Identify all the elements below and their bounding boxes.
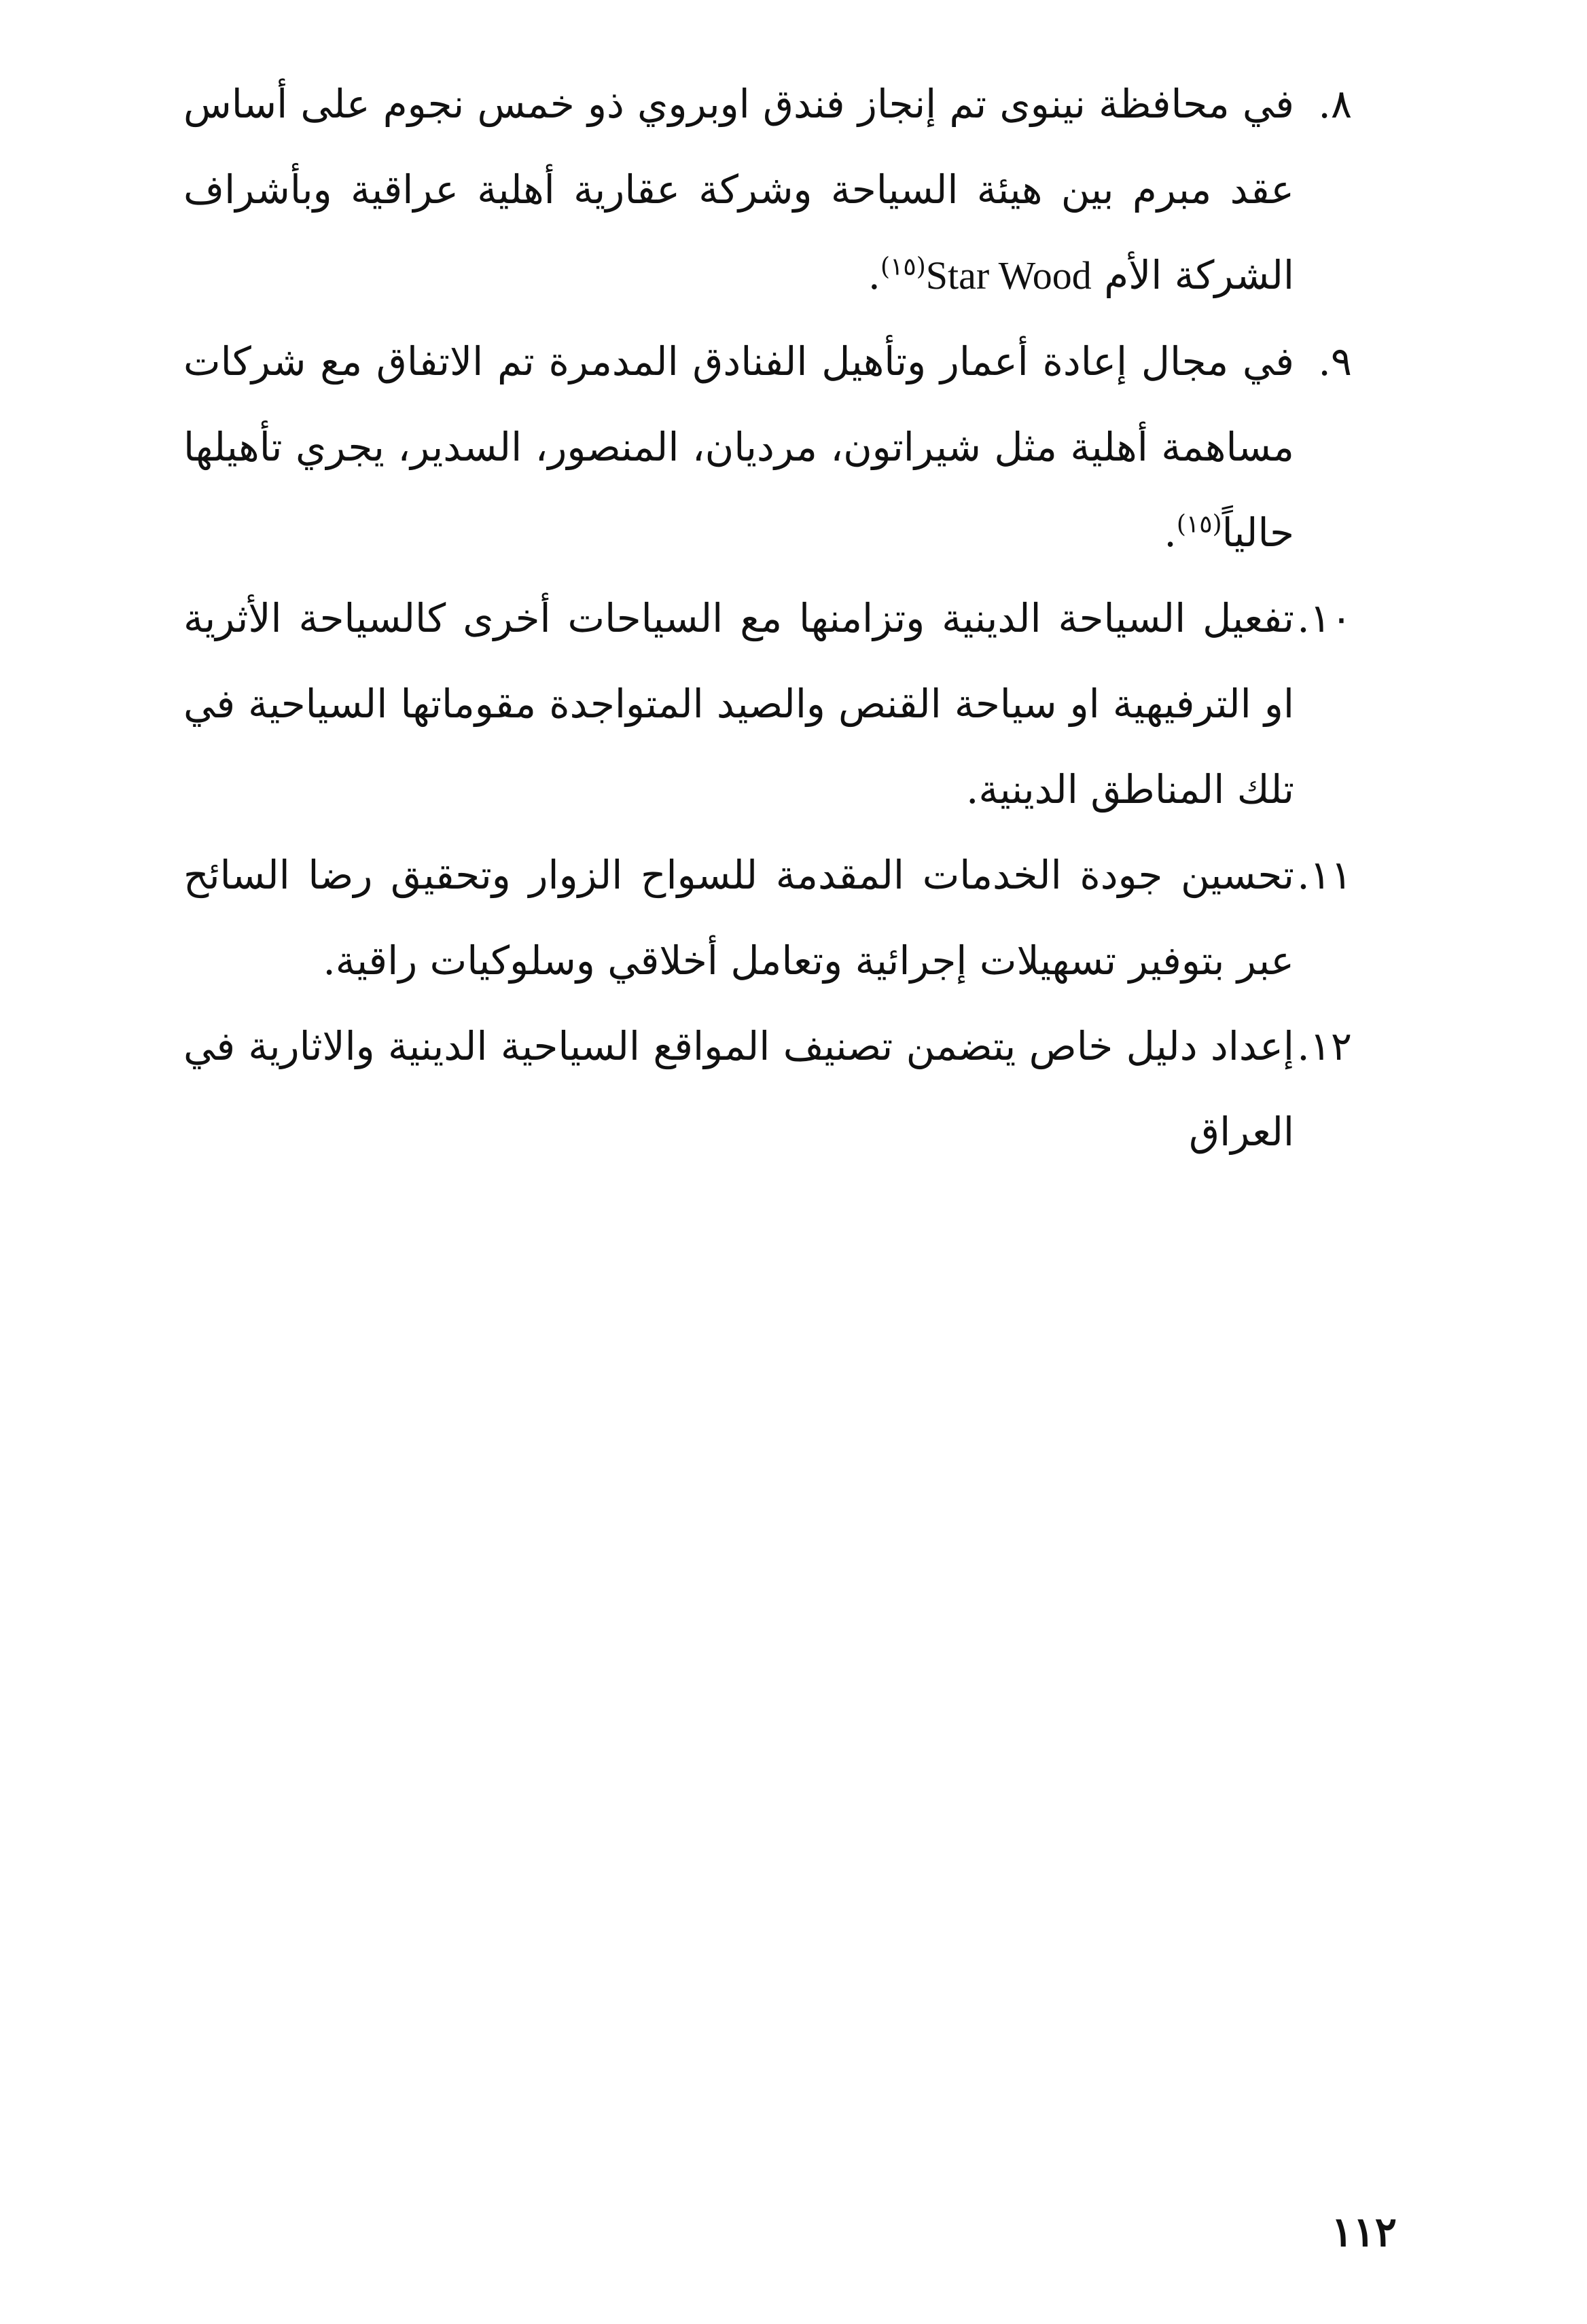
item-text-end: . [868, 252, 881, 298]
item-text: تفعيل السياحة الدينية وتزامنها مع السياحات أخرى كالسياحة الأثرية او الترفيهية او سياحة القنص والصيد المتواجدة مقوماتها السياحية في تلك المناطق الدينية. [183, 595, 1294, 812]
company-name: Star Wood [925, 253, 1092, 298]
footnote-ref: (١٥) [1176, 510, 1222, 539]
recommendations-list [183, 61, 1352, 1175]
item-number: ٩. [1318, 338, 1352, 385]
item-text: إعداد دليل خاص يتضمن تصنيف المواقع السياحية الدينية والاثارية في العراق [183, 1023, 1294, 1155]
item-text-main: في محافظة نينوى تم إنجاز فندق اوبروي ذو خمس نجوم على أساس عقد مبرم بين هيئة السياحة وشركة عقارية أهلية عراقية وبأشراف الشركة الأم [183, 81, 1294, 298]
item-text-end: . [1164, 510, 1177, 556]
item-number: ١٢. [1297, 1023, 1352, 1069]
item-text [183, 319, 1294, 575]
footnote-ref: (١٥) [880, 253, 926, 281]
page-number: ١١٢ [1331, 2209, 1397, 2256]
item-text [183, 61, 1294, 319]
list-item-9 [183, 319, 1352, 575]
item-text: تحسين جودة الخدمات المقدمة للسواح الزوار وتحقيق رضا السائح عبر بتوفير تسهيلات إجرائية وتعامل أخلاقي وسلوكيات راقية. [183, 852, 1294, 984]
item-number: ١١. [1297, 852, 1352, 898]
list-item-12 [183, 1003, 1352, 1175]
item-number: ٨. [1318, 81, 1352, 127]
item-text-main: في مجال إعادة أعمار وتأهيل الفنادق المدمرة تم الاتفاق مع شركات مساهمة أهلية مثل شيراتون، مرديان، المنصور، السدير، يجري تأهيلها حالياً [183, 338, 1294, 556]
list-item-10 [183, 575, 1352, 832]
list-item-8 [183, 61, 1352, 319]
item-number: ١٠. [1297, 595, 1352, 641]
list-item-11 [183, 832, 1352, 1003]
